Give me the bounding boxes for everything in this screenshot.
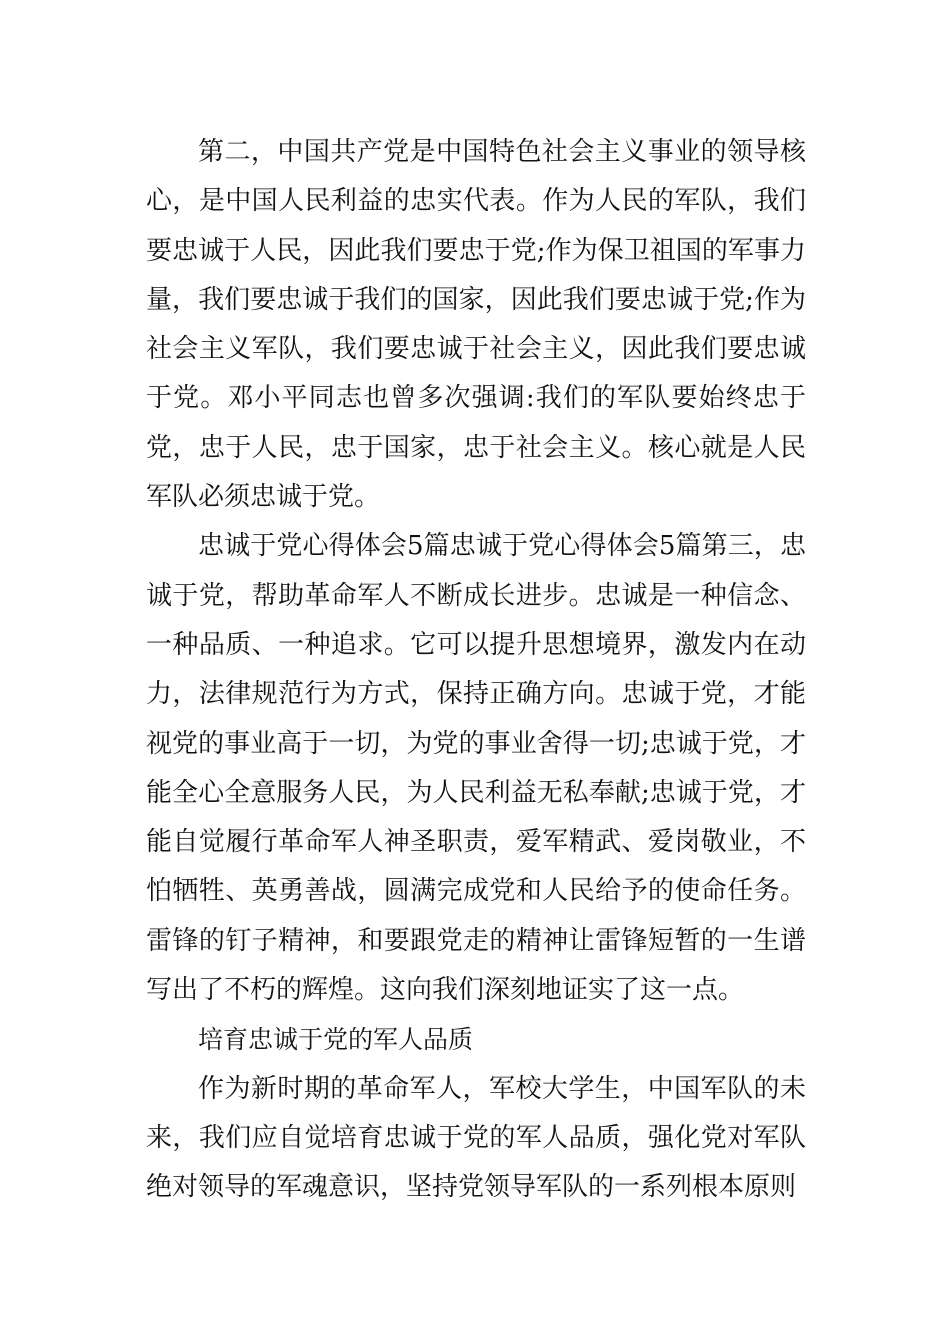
document-body <box>146 128 806 1213</box>
paragraph-loyalty-growth: 忠诚于党心得体会5篇忠诚于党心得体会5篇第三，忠诚于党，帮助革命军人不断成长进步。忠诚是一种信念、一种品质、一种追求。它可以提升思想境界，激发内在动力，法律规范行为方式，保持正确方向。忠诚于党，才能视党的事业高于一切，为党的事业舍得一切;忠诚于党，才能全心全意服务人民，为人民利益无私奉献;忠诚于党，才能自觉履行革命军人神圣职责，爱军精武、爱岗敬业，不怕牺牲、英勇善战，圆满完成党和人民给予的使命任务。雷锋的钉子精神，和要跟党走的精神让雷锋短暂的一生谱写出了不朽的辉煌。这向我们深刻地证实了这一点。 <box>146 531 806 1006</box>
paragraph-new-era-soldiers: 作为新时期的革命军人，军校大学生，中国军队的未来，我们应自觉培育忠诚于党的军人品质，强化党对军队绝对领导的军魂意识，坚持党领导军队的一系列根本原则 <box>146 1073 806 1203</box>
paragraph-loyalty-core: 第二，中国共产党是中国特色社会主义事业的领导核心，是中国人民利益的忠实代表。作为人民的军队，我们要忠诚于人民，因此我们要忠于党;作为保卫祖国的军事力量，我们要忠诚于我们的国家，因此我们要忠诚于党;作为社会主义军队，我们要忠诚于社会主义，因此我们要忠诚于党。邓小平同志也曾多次强调:我们的军队要始终忠于党，忠于人民，忠于国家，忠于社会主义。核心就是人民军队必须忠诚于党。 <box>146 137 806 513</box>
section-heading: 培育忠诚于党的军人品质 <box>198 1025 474 1055</box>
